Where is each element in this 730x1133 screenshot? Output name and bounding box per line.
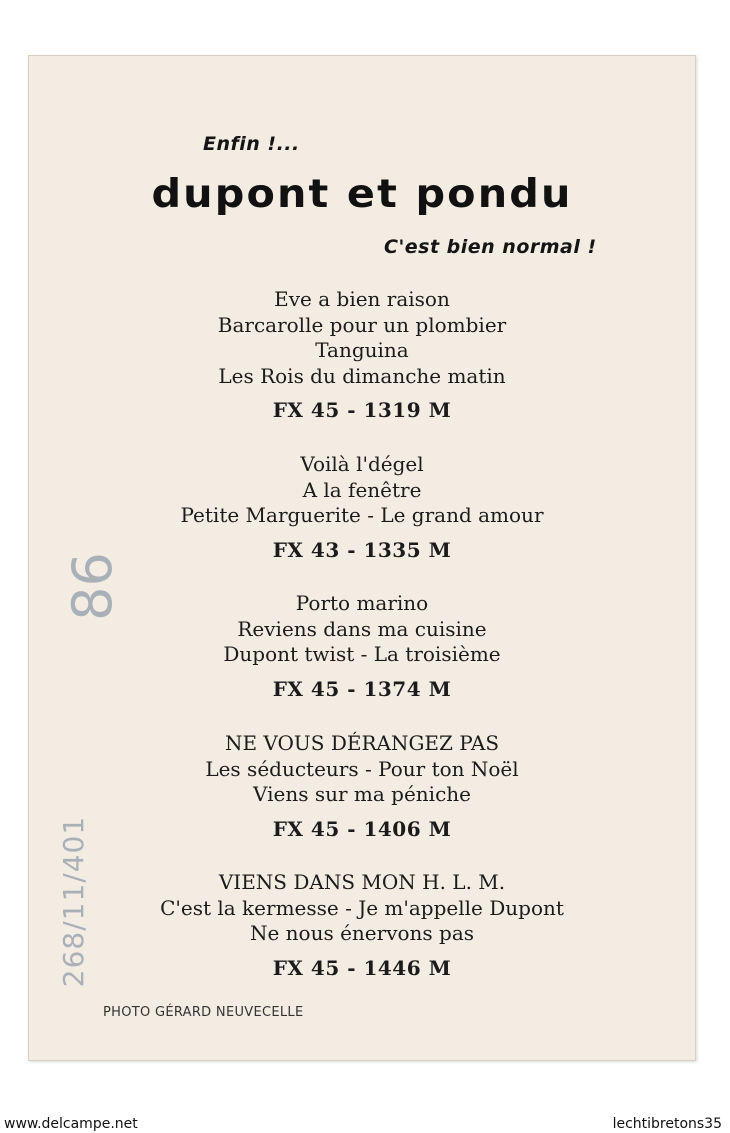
seller-name: lechtibretons35 xyxy=(612,1116,722,1132)
song-title: Eve a bien raison xyxy=(274,287,450,311)
song-title: Les séducteurs - Pour ton Noël xyxy=(205,756,519,781)
postcard-back xyxy=(28,55,696,1061)
song-group xyxy=(28,287,696,423)
song-title: A la fenêtre xyxy=(302,477,422,502)
song-group xyxy=(28,591,696,702)
card-title: dupont et pondu xyxy=(151,172,573,217)
song-title: Porto marino xyxy=(295,591,429,615)
song-group xyxy=(28,870,696,981)
intro-text: Enfin !... xyxy=(203,133,300,155)
song-title: Barcarolle pour un plombier xyxy=(217,312,507,337)
record-code: FX 45 - 1374 M xyxy=(272,676,452,701)
song-title: NE VOUS DÉRANGEZ PAS xyxy=(224,731,500,755)
song-title: Dupont twist - La troisième xyxy=(223,642,501,666)
song-title: C'est la kermesse - Je m'appelle Dupont xyxy=(160,895,564,920)
photo-credit: PHOTO GÉRARD NEUVECELLE xyxy=(103,1005,304,1020)
record-code: FX 45 - 1446 M xyxy=(272,955,452,980)
pencil-mark: 86 xyxy=(60,552,124,621)
song-title: Les Rois du dimanche matin xyxy=(218,363,506,388)
song-title: Ne nous énervons pas xyxy=(249,921,475,945)
record-code: FX 43 - 1335 M xyxy=(272,537,452,562)
record-code: FX 45 - 1406 M xyxy=(272,816,452,841)
song-title: Reviens dans ma cuisine xyxy=(237,616,487,641)
song-group xyxy=(28,452,696,563)
pencil-mark: 268/11/401 xyxy=(57,815,91,988)
song-title: Voilà l'dégel xyxy=(300,452,424,476)
song-group xyxy=(28,731,696,842)
tagline-text: C'est bien normal ! xyxy=(384,236,597,258)
song-title: Petite Marguerite - Le grand amour xyxy=(180,503,544,527)
song-title: VIENS DANS MON H. L. M. xyxy=(218,870,506,894)
song-title: Tanguina xyxy=(315,338,409,362)
record-code: FX 45 - 1319 M xyxy=(272,398,452,422)
source-site: www.delcampe.net xyxy=(4,1116,138,1132)
song-title: Viens sur ma péniche xyxy=(253,782,471,806)
